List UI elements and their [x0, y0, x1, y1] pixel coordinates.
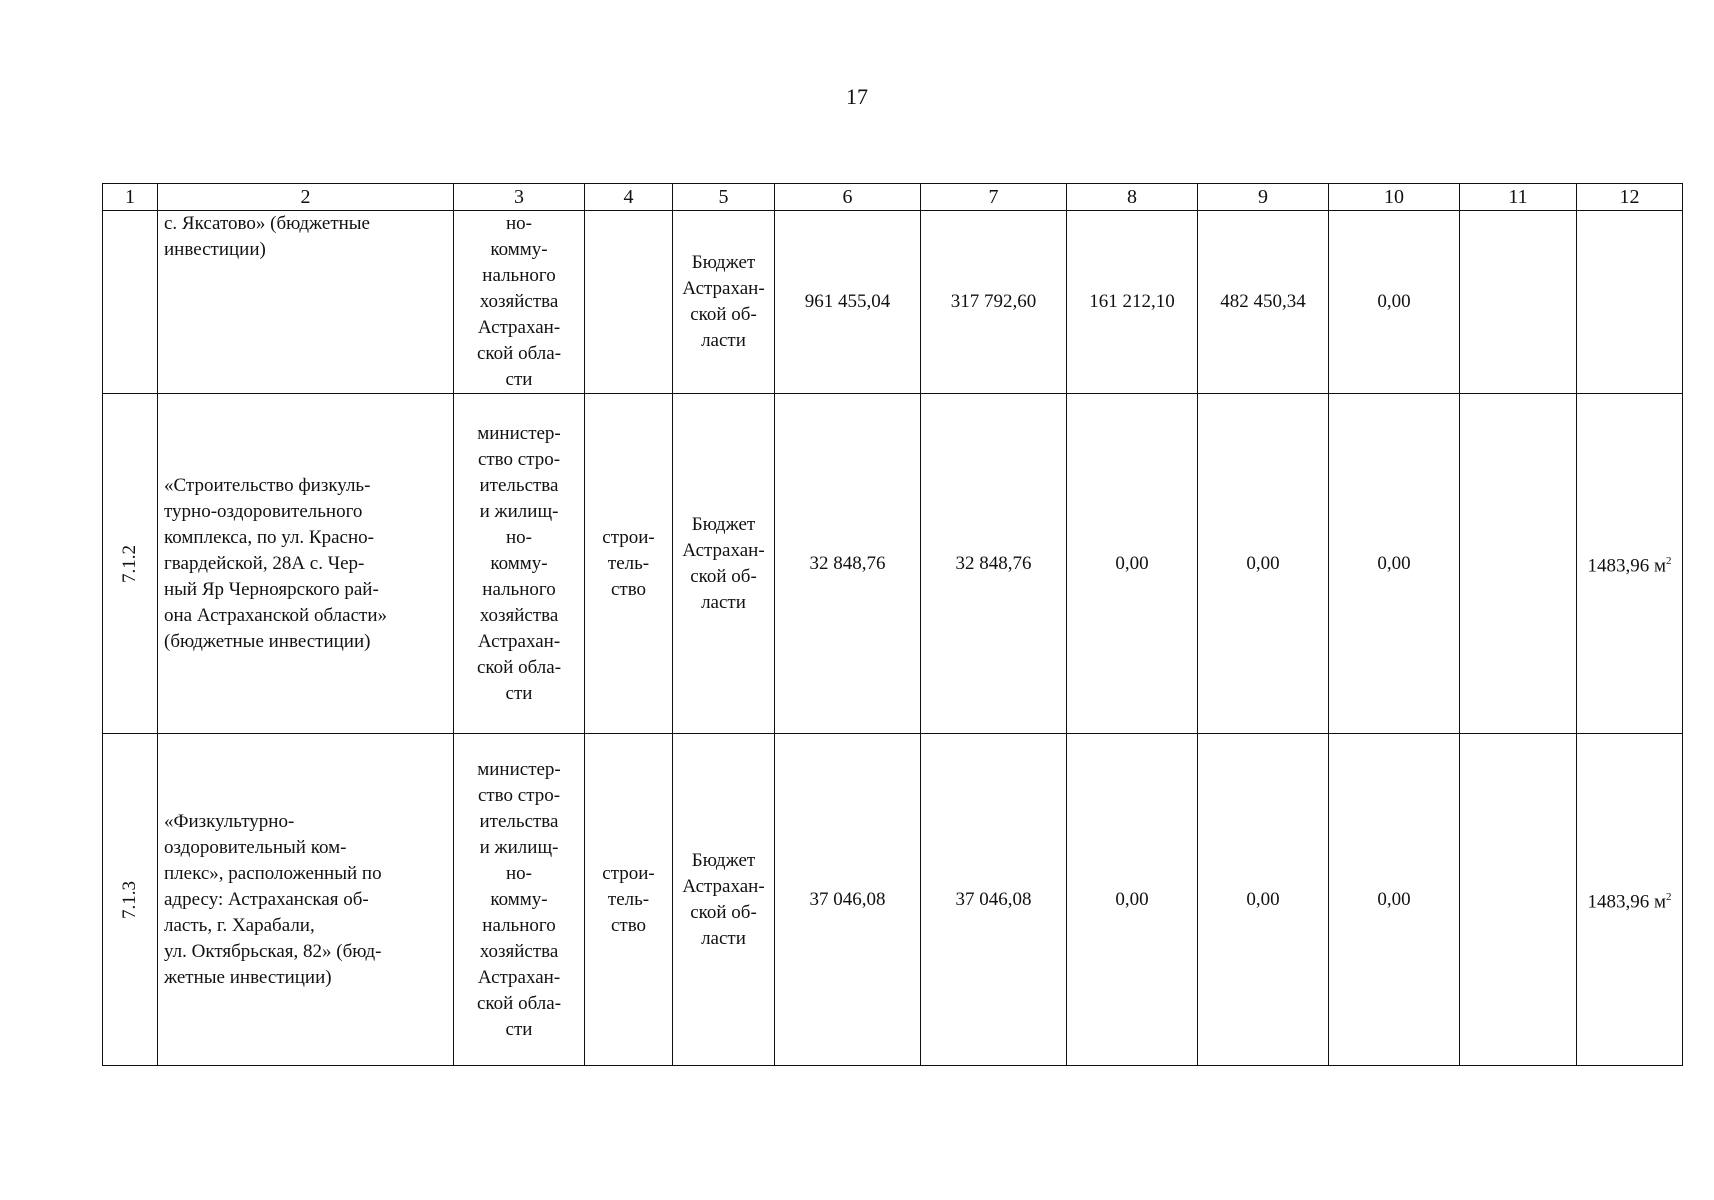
executor-line: министер-: [477, 422, 561, 444]
executor-cell: [454, 211, 585, 394]
area-cell: [1577, 211, 1683, 394]
executor-line: хозяйства: [479, 291, 559, 312]
executor-line: нального: [482, 914, 556, 936]
executor-line: ительства: [479, 474, 559, 496]
project-name-line: ный Яр Черноярского рай-: [164, 578, 379, 600]
amount-cell: [1198, 734, 1329, 1066]
amount-cell: [1460, 211, 1577, 394]
project-name-cell: [158, 734, 454, 1066]
funding-source-line: Бюджет: [691, 252, 756, 273]
amount-cell: [1329, 394, 1460, 734]
amount-cell: [1067, 734, 1198, 1066]
budget-table: [102, 183, 1683, 1066]
amount-value: 161 212,10: [1089, 291, 1175, 312]
funding-source-cell: [673, 734, 775, 1066]
funding-source-line: ской об-: [690, 304, 757, 325]
work-type-cell: [585, 734, 673, 1066]
funding-source-line: Астрахан-: [682, 278, 765, 299]
amount-value: 0,00: [1115, 888, 1149, 910]
project-name-line: ласть, г. Харабали,: [164, 914, 315, 936]
header-cell: 4: [585, 184, 673, 211]
funding-source-cell: [673, 394, 775, 734]
amount-value: 317 792,60: [950, 291, 1037, 312]
header-cell: 11: [1460, 184, 1577, 211]
area-cell: [1577, 734, 1683, 1066]
executor-cell: [454, 394, 585, 734]
amount-value: 32 848,76: [809, 552, 886, 574]
executor-line: но-: [506, 526, 532, 548]
table-row: [103, 734, 1683, 1066]
area-unit-exponent: 2: [1666, 890, 1672, 903]
project-name-line: (бюджетные инвестиции): [164, 630, 371, 652]
work-type-cell: [585, 211, 673, 394]
area-value: 1483,96 м: [1587, 891, 1667, 913]
executor-line: и жилищ-: [479, 836, 559, 858]
amount-value: 32 848,76: [955, 552, 1032, 574]
executor-line: ской обла-: [476, 343, 562, 364]
executor-line: сти: [505, 682, 533, 704]
funding-source-line: ской об-: [690, 565, 757, 587]
executor-line: ской обла-: [476, 656, 562, 678]
project-name-line: жетные инвестиции): [164, 966, 332, 988]
amount-value: 482 450,34: [1220, 291, 1306, 312]
area-value: 1483,96 м: [1587, 555, 1667, 577]
header-cell: 1: [103, 184, 158, 211]
executor-line: комму-: [490, 552, 548, 574]
project-name-line: ул. Октябрьская, 82» (бюд-: [164, 940, 382, 962]
executor-line: комму-: [490, 239, 548, 260]
row-number-cell: [103, 394, 158, 734]
funding-source-line: Бюджет: [691, 513, 756, 535]
amount-cell: [775, 211, 921, 394]
header-cell: 5: [673, 184, 775, 211]
amount-cell: [1067, 394, 1198, 734]
project-name-line: плекс», расположенный по: [164, 862, 382, 884]
header-cell: 10: [1329, 184, 1460, 211]
row-number-cell: [103, 734, 158, 1066]
work-type-line: тель-: [607, 552, 650, 574]
executor-line: сти: [505, 369, 533, 390]
row-number: 7.1.3: [119, 880, 140, 919]
amount-cell: [921, 211, 1067, 394]
row-number: 7.1.2: [119, 544, 140, 583]
executor-line: ской обла-: [476, 992, 562, 1014]
table-row: [103, 211, 1683, 394]
amount-value: 37 046,08: [809, 888, 886, 910]
work-type-cell: [585, 394, 673, 734]
executor-line: министер-: [477, 758, 561, 780]
executor-line: Астрахан-: [477, 317, 561, 338]
executor-line: но-: [506, 213, 532, 234]
executor-cell: [454, 734, 585, 1066]
amount-value: 961 455,04: [804, 291, 891, 312]
area-unit-exponent: 2: [1666, 554, 1672, 567]
funding-source-line: Астрахан-: [682, 539, 765, 561]
amount-cell: [921, 734, 1067, 1066]
amount-cell: [921, 394, 1067, 734]
header-cell: 2: [158, 184, 454, 211]
area-cell: [1577, 394, 1683, 734]
executor-line: но-: [506, 862, 532, 884]
project-name-line: она Астраханской области»: [164, 604, 387, 626]
funding-source-line: Бюджет: [691, 849, 756, 871]
project-name-line: комплекса, по ул. Красно-: [164, 526, 374, 548]
work-type-line: строи-: [602, 862, 655, 884]
executor-line: сти: [505, 1018, 533, 1040]
executor-line: и жилищ-: [479, 500, 559, 522]
executor-line: хозяйства: [479, 604, 559, 626]
amount-cell: [1329, 734, 1460, 1066]
header-cell: 12: [1577, 184, 1683, 211]
amount-cell: [1329, 211, 1460, 394]
amount-value: 0,00: [1377, 291, 1411, 312]
amount-cell: [1198, 394, 1329, 734]
executor-line: комму-: [490, 888, 548, 910]
page-number: 17: [846, 84, 868, 109]
work-type-line: ство: [610, 914, 647, 936]
funding-source-line: ласти: [701, 927, 746, 949]
row-number-cell: [103, 211, 158, 394]
amount-cell: [775, 734, 921, 1066]
amount-value: 0,00: [1377, 888, 1411, 910]
work-type-line: ство: [610, 578, 647, 600]
executor-line: ство стро-: [477, 448, 561, 470]
project-name-line: адресу: Астраханская об-: [164, 888, 369, 910]
work-type-line: строи-: [602, 526, 655, 548]
amount-cell: [775, 394, 921, 734]
funding-source-line: Астрахан-: [682, 875, 765, 897]
funding-source-line: ской об-: [690, 901, 757, 923]
project-name-cell: [158, 211, 454, 394]
header-cell: 6: [775, 184, 921, 211]
amount-value: 0,00: [1246, 552, 1280, 574]
project-name-line: гвардейской, 28А с. Чер-: [164, 552, 365, 574]
project-name-line: оздоровительный ком-: [164, 836, 347, 858]
project-name-line: «Строительство физкуль-: [164, 474, 371, 496]
header-cell: 9: [1198, 184, 1329, 211]
funding-source-cell: [673, 211, 775, 394]
amount-value: 0,00: [1246, 888, 1280, 910]
amount-value: 0,00: [1377, 552, 1411, 574]
header-row: [103, 184, 1683, 211]
executor-line: нального: [482, 578, 556, 600]
funding-source-line: ласти: [701, 330, 746, 351]
amount-cell: [1460, 734, 1577, 1066]
project-name-cell: [158, 394, 454, 734]
header-cell: 8: [1067, 184, 1198, 211]
table-row: [103, 394, 1683, 734]
executor-line: хозяйства: [479, 940, 559, 962]
amount-value: 37 046,08: [955, 888, 1032, 910]
project-name-line: с. Яксатово» (бюджетные: [164, 213, 370, 234]
executor-line: Астрахан-: [477, 966, 561, 988]
header-cell: 3: [454, 184, 585, 211]
executor-line: ительства: [479, 810, 559, 832]
amount-cell: [1460, 394, 1577, 734]
project-name-line: «Физкультурно-: [164, 810, 295, 832]
project-name-line: турно-оздоровительного: [164, 500, 363, 522]
amount-cell: [1067, 211, 1198, 394]
project-name-line: инвестиции): [164, 239, 266, 260]
executor-line: ство стро-: [477, 784, 561, 806]
amount-cell: [1198, 211, 1329, 394]
header-cell: 7: [921, 184, 1067, 211]
work-type-line: тель-: [607, 888, 650, 910]
executor-line: нального: [482, 265, 556, 286]
executor-line: Астрахан-: [477, 630, 561, 652]
amount-value: 0,00: [1115, 552, 1149, 574]
funding-source-line: ласти: [701, 591, 746, 613]
